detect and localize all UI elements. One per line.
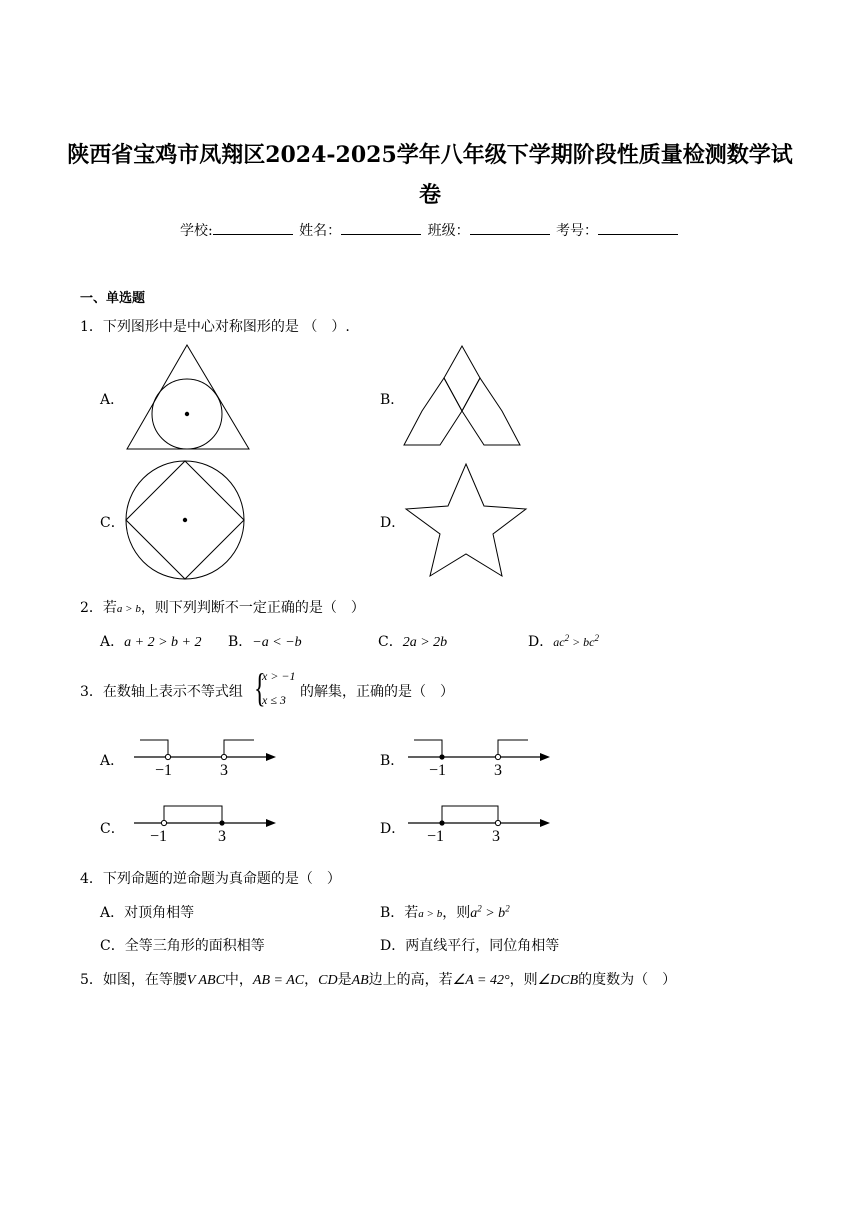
question-3-stem-post: 的解集，正确的是（ ） <box>300 684 454 700</box>
system-brace: { <box>254 665 266 710</box>
triangle-shape <box>127 345 249 449</box>
q3-option-b-label: B． <box>380 753 405 769</box>
q3-option-c-label: C． <box>100 821 125 837</box>
q1-figure-b-three-rhombi <box>403 345 523 447</box>
q2-option-b: B．−a < −b <box>228 634 302 650</box>
q3-option-a-label: A． <box>100 753 125 769</box>
q1-figure-d-star <box>404 462 528 578</box>
school-blank[interactable] <box>213 221 293 235</box>
five-point-star <box>406 464 526 576</box>
q2-condition: a > b <box>116 603 141 615</box>
tick-label-neg1: −1 <box>150 828 168 845</box>
exam-title-line1: 陕西省宝鸡市凤翔区2024-2025学年八年级下学期阶段性质量检测数学试 <box>67 142 793 168</box>
name-label: 姓名： <box>299 223 342 239</box>
tick-label-3: 3 <box>494 762 502 779</box>
q2-option-a: A．a + 2 > b + 2 <box>100 634 202 650</box>
closed-point-neg1 <box>439 820 444 825</box>
question-4-stem: 4．下列命题的逆命题为真命题的是（ ） <box>80 871 341 887</box>
center-dot <box>183 518 187 522</box>
tick-label-3: 3 <box>492 828 500 845</box>
q1-figure-c-circle-square <box>124 460 246 580</box>
rhombus-left <box>404 378 462 445</box>
q4-option-b: B．若a > b，则$a^2 > b^2$ <box>380 903 510 921</box>
class-blank[interactable] <box>470 221 550 235</box>
closed-point-3 <box>219 820 224 825</box>
student-info-row <box>0 220 860 240</box>
section-heading: 一、单选题 <box>80 291 146 306</box>
closed-point-neg1 <box>439 754 444 759</box>
q1-figure-a-triangle-circle <box>125 343 251 451</box>
exam-no-label: 考号： <box>556 223 599 239</box>
q4-option-a: A．对顶角相等 <box>100 905 195 921</box>
tick-label-neg1: −1 <box>427 828 445 845</box>
name-blank[interactable] <box>341 221 421 235</box>
tick-label-3: 3 <box>220 762 228 779</box>
q1-option-d-label: D． <box>380 515 406 531</box>
q4-option-d: D．两直线平行，同位角相等 <box>380 938 560 954</box>
q3-system-line2: x ≤ 3 <box>262 693 286 707</box>
q3-numberline-a <box>130 736 280 780</box>
q1-option-b-label: B． <box>380 392 405 408</box>
exam-title-line2: 卷 <box>418 182 441 208</box>
q1-option-c-label: C． <box>100 515 125 531</box>
open-point-3 <box>221 754 226 759</box>
tick-label-neg1: −1 <box>429 762 447 779</box>
q3-option-d-label: D． <box>380 821 406 837</box>
q1-option-a-label: A． <box>100 392 125 408</box>
rhombus-top <box>444 346 480 411</box>
question-2-stem: 2．若a > b，则下列判断不一定正确的是（ ） <box>80 600 365 616</box>
open-point-3 <box>495 820 500 825</box>
open-point-neg1 <box>161 820 166 825</box>
open-point-neg1 <box>165 754 170 759</box>
tick-label-neg1: −1 <box>155 762 173 779</box>
exam-no-blank[interactable] <box>598 221 678 235</box>
center-dot <box>185 412 189 416</box>
question-1-stem: 1．下列图形中是中心对称图形的是 （ ）. <box>80 319 350 335</box>
school-label: 学校: <box>179 223 213 239</box>
tick-label-3: 3 <box>218 828 226 845</box>
q3-system-line1: x > −1 <box>262 669 296 683</box>
q3-numberline-b <box>404 736 554 780</box>
question-3-stem-pre: 3．在数轴上表示不等式组 <box>80 684 243 700</box>
q4-option-c: C．全等三角形的面积相等 <box>100 938 265 954</box>
q2-option-d: D．$ac^2 > bc^2$ <box>528 633 599 650</box>
class-label: 班级： <box>427 223 470 239</box>
open-point-3 <box>495 754 500 759</box>
rhombus-right <box>462 378 520 445</box>
question-5-stem: 5．如图，在等腰V ABC中，AB = AC，CD是AB边上的高，若∠A = 42°，则∠DCB的度数为（ ） <box>80 972 677 988</box>
q2-option-c: C．2a > 2b <box>378 634 448 650</box>
